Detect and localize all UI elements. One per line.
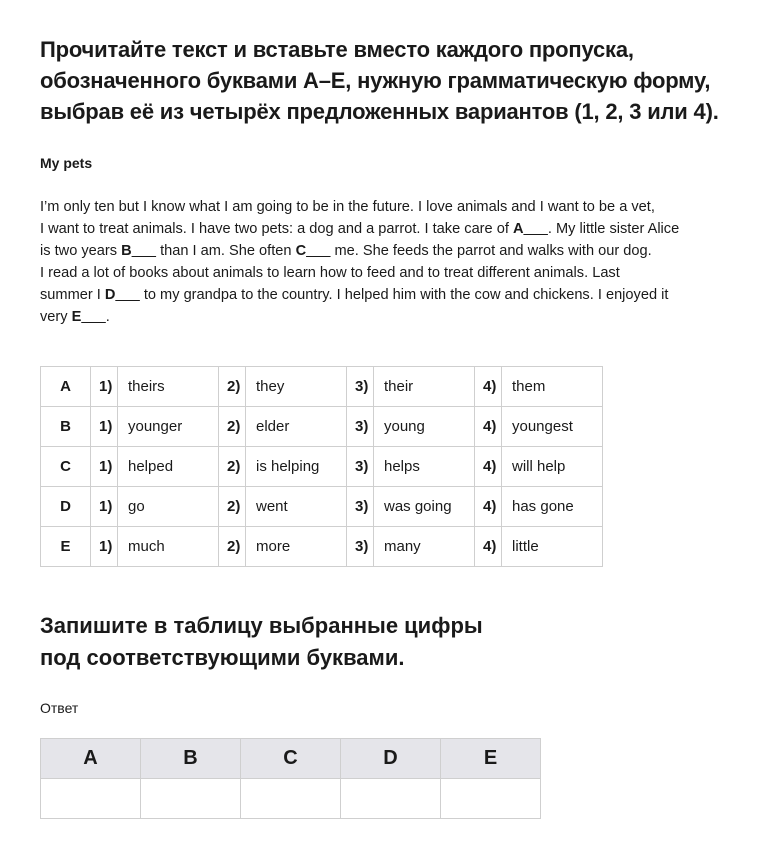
option-number: 2) <box>219 487 246 527</box>
answer-input-b[interactable] <box>141 780 240 818</box>
row-letter: B <box>41 407 91 447</box>
passage-line-3 <box>40 240 740 262</box>
passage-text: I want to treat animals. I have two pets: a dog and a parrot. I take care of <box>40 221 513 237</box>
option-number: 4) <box>475 367 502 407</box>
options-row-b <box>41 407 603 447</box>
option-number: 3) <box>347 487 374 527</box>
answer-instruction <box>40 610 540 674</box>
passage-text: is two years <box>40 243 122 259</box>
answer-header-b: B <box>141 739 241 779</box>
passage-text: me. She feeds the parrot and walks with our dog. <box>330 243 652 259</box>
option-text: young <box>374 407 475 447</box>
option-number: 3) <box>347 527 374 567</box>
option-text: more <box>246 527 347 567</box>
option-text: went <box>246 487 347 527</box>
passage-line-1: I’m only ten but I know what I am going to be in the future. I love animals and I want to be a vet, <box>40 199 655 215</box>
option-text: is helping <box>246 447 347 487</box>
option-text: them <box>502 367 603 407</box>
answer-header-d: D <box>341 739 441 779</box>
gap-b: B___ <box>121 243 157 259</box>
gap-a: A___ <box>512 221 548 237</box>
gap-c: C___ <box>295 243 331 259</box>
answer-cell-e <box>441 779 541 819</box>
option-number: 1) <box>91 367 118 407</box>
option-text: was going <box>374 487 475 527</box>
option-number: 3) <box>347 447 374 487</box>
option-text: much <box>118 527 219 567</box>
option-number: 4) <box>475 407 502 447</box>
option-text: go <box>118 487 219 527</box>
option-text: has gone <box>502 487 603 527</box>
passage-line-6 <box>40 306 740 328</box>
passage-text: to my grandpa to the country. I helped him with the cow and chickens. I enjoyed it <box>139 287 669 303</box>
passage-line-5 <box>40 284 740 306</box>
option-number: 2) <box>219 407 246 447</box>
option-number: 4) <box>475 447 502 487</box>
passage-text: . <box>105 309 110 325</box>
row-letter: A <box>41 367 91 407</box>
option-number: 3) <box>347 407 374 447</box>
passage-text: . My little sister Alice <box>547 221 680 237</box>
row-letter: E <box>41 527 91 567</box>
option-text: will help <box>502 447 603 487</box>
options-row-c <box>41 447 603 487</box>
answer-input-e[interactable] <box>441 780 540 818</box>
task-instruction: Прочитайте текст и вставьте вместо каждого пропуска, обозначенного буквами А–Е, нужную грамматическую форму, выбрав её из четырёх предложенных вариантов (1, 2, 3 или 4). <box>40 37 719 124</box>
option-text: younger <box>118 407 219 447</box>
option-number: 2) <box>219 447 246 487</box>
reading-passage <box>40 196 740 328</box>
option-text: elder <box>246 407 347 447</box>
options-row-d <box>41 487 603 527</box>
gap-d: D___ <box>104 287 140 303</box>
option-number: 1) <box>91 447 118 487</box>
passage-text: very <box>40 309 72 325</box>
option-number: 2) <box>219 367 246 407</box>
option-number: 1) <box>91 527 118 567</box>
row-letter: C <box>41 447 91 487</box>
row-letter: D <box>41 487 91 527</box>
answer-header-e: E <box>441 739 541 779</box>
options-table <box>40 366 603 567</box>
passage-line-4: I read a lot of books about animals to learn how to feed and to treat different animals. Last <box>40 265 620 281</box>
answer-input-row <box>41 779 541 819</box>
passage-text: than I am. She often <box>156 243 296 259</box>
answer-cell-c <box>241 779 341 819</box>
option-number: 3) <box>347 367 374 407</box>
option-text: they <box>246 367 347 407</box>
option-text: many <box>374 527 475 567</box>
option-number: 2) <box>219 527 246 567</box>
answer-instruction-line-1: Запишите в таблицу выбранные цифры <box>40 613 483 638</box>
answer-cell-a <box>41 779 141 819</box>
option-text: helps <box>374 447 475 487</box>
answer-input-a[interactable] <box>41 780 140 818</box>
answer-input-d[interactable] <box>341 780 440 818</box>
option-number: 1) <box>91 487 118 527</box>
answer-header-row <box>41 739 541 779</box>
passage-line-2 <box>40 218 740 240</box>
answer-cell-b <box>141 779 241 819</box>
answer-instruction-line-2: под соответствующими буквами. <box>40 645 405 670</box>
text-title: My pets <box>40 155 93 171</box>
option-text: youngest <box>502 407 603 447</box>
answer-header-c: C <box>241 739 341 779</box>
answer-cell-d <box>341 779 441 819</box>
answer-table <box>40 738 541 819</box>
gap-e: E___ <box>71 309 106 325</box>
option-text: theirs <box>118 367 219 407</box>
option-text: their <box>374 367 475 407</box>
option-text: helped <box>118 447 219 487</box>
options-row-a <box>41 367 603 407</box>
option-number: 4) <box>475 487 502 527</box>
passage-text: summer I <box>40 287 105 303</box>
options-row-e <box>41 527 603 567</box>
answer-label: Ответ <box>40 700 79 716</box>
answer-input-c[interactable] <box>241 780 340 818</box>
answer-header-a: A <box>41 739 141 779</box>
option-number: 1) <box>91 407 118 447</box>
option-text: little <box>502 527 603 567</box>
option-number: 4) <box>475 527 502 567</box>
